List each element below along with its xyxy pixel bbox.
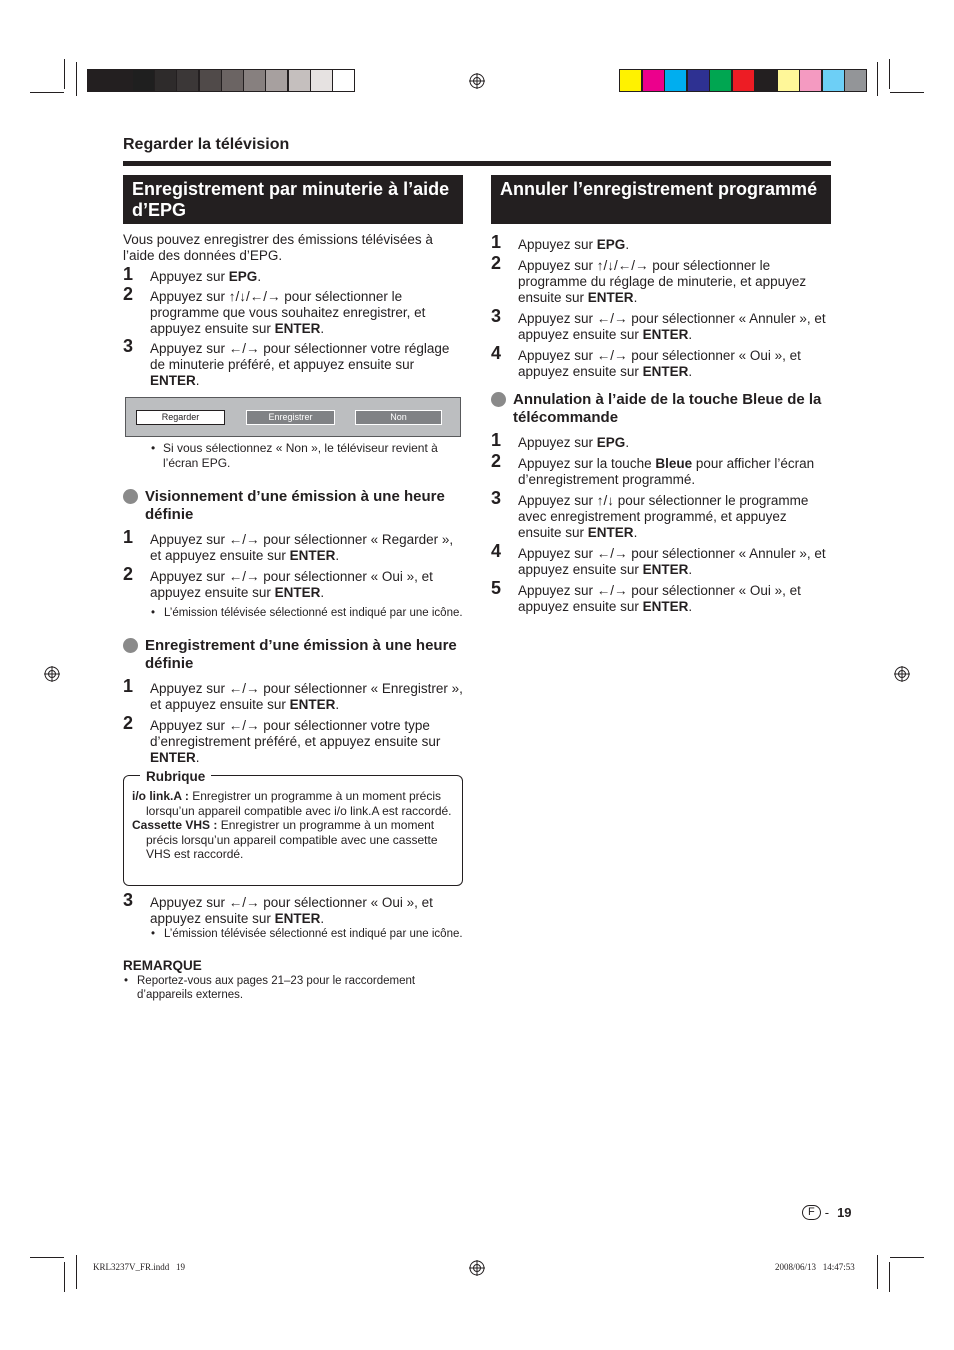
gray-swatch	[176, 69, 199, 92]
registration-mark-icon	[894, 666, 910, 682]
left-column-title: Enregistrement par minuterie à l’aide d’EPG	[123, 175, 463, 224]
section-rule	[123, 161, 831, 166]
step-number: 5	[491, 578, 502, 598]
color-swatch	[754, 69, 777, 92]
step-number: 1	[491, 430, 502, 450]
gray-swatch	[288, 69, 311, 92]
crop-mark	[890, 92, 924, 93]
footer-file: KRL3237V_FR.indd 19	[93, 1262, 186, 1272]
step-number: 1	[123, 264, 134, 284]
step: 4 Appuyez sur ←/→ pour sélectionner « Oui », et appuyez ensuite sur ENTER.	[491, 343, 801, 379]
gray-swatch	[87, 69, 110, 92]
gray-swatch	[132, 69, 155, 92]
registration-mark-icon	[44, 666, 60, 682]
step: 2 Appuyez sur ↑/↓/←/→ pour sélectionner le programme que vous souhaitez enregistrer, et appuyez ensuite sur ENTER.	[123, 284, 426, 336]
step: 5 Appuyez sur ←/→ pour sélectionner « Oui », et appuyez ensuite sur ENTER.	[491, 578, 801, 614]
menu-option-enregistrer: Enregistrer	[246, 410, 335, 425]
crop-mark	[877, 1255, 878, 1289]
color-swatch	[777, 69, 800, 92]
right-steps	[491, 232, 831, 380]
remarque-title: REMARQUE	[123, 957, 202, 973]
step-number: 3	[491, 488, 502, 508]
step: 1 Appuyez sur EPG.	[491, 430, 630, 450]
rubrique-title: Rubrique	[140, 769, 211, 784]
color-swatch	[799, 69, 822, 92]
step-number: 3	[123, 890, 134, 910]
step: 2 Appuyez sur ←/→ pour sélectionner votre type d’enregistrement préféré, et appuyez ensuite sur ENTER.	[123, 712, 441, 765]
step-number: 1	[123, 527, 134, 547]
step: 1 Appuyez sur ←/→ pour sélectionner « Enregistrer », et appuyez ensuite sur ENTER.	[123, 675, 463, 712]
right-column-title: Annuler l’enregistrement programmé	[491, 175, 831, 224]
rubrique-item: Cassette VHS : Enregistrer un programme à un moment précis lorsqu’un appareil compatible avec une cassette VHS est raccordé.	[132, 818, 438, 861]
rubrique-item: i/o link.A : Enregistrer un programme à un moment précis lorsqu’un appareil compatible avec i/o link.A est raccordé.	[132, 789, 452, 818]
page-dash: -	[824, 1205, 830, 1220]
right-sub-steps	[491, 430, 831, 615]
gray-swatch	[221, 69, 244, 92]
step: 3 Appuyez sur ←/→ pour sélectionner votre réglage de minuterie préféré, et appuyez ensuite sur ENTER.	[123, 336, 450, 388]
crop-mark	[76, 62, 77, 96]
right-sub-title: Annulation à l’aide de la touche Bleue de la télécommande	[491, 391, 831, 427]
gray-swatch	[154, 69, 177, 92]
color-swatch	[619, 69, 642, 92]
color-swatch	[687, 69, 710, 92]
step: 4 Appuyez sur ←/→ pour sélectionner « Annuler », et appuyez ensuite sur ENTER.	[491, 541, 826, 577]
registration-mark-icon	[469, 1260, 485, 1276]
gray-bullet-icon	[123, 489, 138, 504]
step-number: 2	[123, 284, 134, 304]
step-number: 3	[491, 306, 502, 326]
page-number-block	[802, 1205, 852, 1220]
step: 1 Appuyez sur EPG.	[123, 264, 262, 284]
step-number: 4	[491, 541, 502, 561]
step-number: 1	[491, 232, 502, 252]
step: 2 Appuyez sur ←/→ pour sélectionner « Oui », et appuyez ensuite sur ENTER.	[123, 564, 433, 600]
gray-swatch	[310, 69, 333, 92]
left-steps	[123, 264, 463, 389]
crop-mark	[889, 59, 890, 89]
rubrique-body	[132, 789, 454, 862]
gray-swatch	[332, 69, 355, 92]
sub2-steps	[123, 675, 463, 766]
gray-bullet-icon	[123, 638, 138, 653]
color-swatch	[822, 69, 845, 92]
gray-bullet-icon	[491, 392, 506, 407]
menu-option-regarder: Regarder	[136, 410, 225, 425]
gray-swatch	[199, 69, 222, 92]
crop-mark	[30, 1257, 64, 1258]
step: 2 Appuyez sur la touche Bleue pour afficher l’écran d’enregistrement programmé.	[491, 451, 815, 487]
crop-mark	[64, 59, 65, 89]
color-swatch	[844, 69, 867, 92]
intro-text: Vous pouvez enregistrer des émissions télévisées à l’aide des données d’EPG.	[123, 232, 433, 263]
color-swatch	[732, 69, 755, 92]
menu-option-non: Non	[355, 410, 442, 425]
page-number: 19	[837, 1205, 852, 1220]
sub2-title: Enregistrement d’une émission à une heure définie	[123, 637, 463, 673]
step-number: 1	[123, 675, 134, 696]
registration-mark-icon	[469, 73, 485, 89]
step: 2 Appuyez sur ↑/↓/←/→ pour sélectionner le programme du réglage de minuterie, et appuyez ensuite sur ENTER.	[491, 253, 807, 305]
color-swatch	[709, 69, 732, 92]
step: 3 Appuyez sur ←/→ pour sélectionner « Annuler », et appuyez ensuite sur ENTER.	[491, 306, 826, 342]
gray-swatch	[265, 69, 288, 92]
left-step3	[123, 890, 463, 927]
step-number: 3	[123, 336, 134, 356]
menu-note: • Si vous sélectionnez « Non », le téléviseur revient à l’écran EPG.	[151, 441, 438, 470]
step: 3 Appuyez sur ←/→ pour sélectionner « Oui », et appuyez ensuite sur ENTER.	[123, 890, 433, 926]
crop-mark	[64, 1262, 65, 1292]
remarque-note: • Reportez-vous aux pages 21–23 pour le raccordement d’appareils externes.	[124, 974, 416, 1001]
left-column-bottom	[123, 890, 463, 1002]
step: 1 Appuyez sur EPG.	[491, 232, 630, 252]
footer-date: 2008/06/13 14:47:53	[775, 1262, 855, 1272]
crop-mark	[890, 1257, 924, 1258]
timer-menu-screenshot	[125, 397, 461, 437]
color-swatch	[664, 69, 687, 92]
crop-mark	[30, 92, 64, 93]
section-label: Regarder la télévision	[123, 136, 290, 153]
step-number: 2	[123, 564, 134, 584]
step-number: 2	[491, 451, 502, 471]
gray-swatch	[243, 69, 266, 92]
step-number: 2	[123, 712, 134, 733]
language-badge: F	[802, 1205, 821, 1220]
step3-note: • L’émission télévisée sélectionné est indiqué par une icône.	[151, 928, 463, 940]
right-column	[491, 232, 831, 620]
step: 3 Appuyez sur ↑/↓ pour sélectionner le programme avec enregistrement programmé, et appuyez ensuite sur ENTER.	[491, 488, 809, 540]
left-column	[123, 232, 463, 393]
sub1-note: • L’émission télévisée sélectionné est indiqué par une icône.	[151, 607, 463, 619]
step: 1 Appuyez sur ←/→ pour sélectionner « Regarder », et appuyez ensuite sur ENTER.	[123, 527, 454, 563]
color-swatch	[642, 69, 665, 92]
crop-mark	[877, 62, 878, 96]
sub1-steps	[123, 527, 463, 601]
step-number: 2	[491, 253, 502, 273]
step-number: 4	[491, 343, 502, 363]
crop-mark	[889, 1262, 890, 1292]
gray-swatch	[109, 69, 132, 92]
left-column-lower	[123, 441, 463, 771]
crop-mark	[76, 1255, 77, 1289]
sub1-title: Visionnement d’une émission à une heure définie	[123, 488, 463, 524]
